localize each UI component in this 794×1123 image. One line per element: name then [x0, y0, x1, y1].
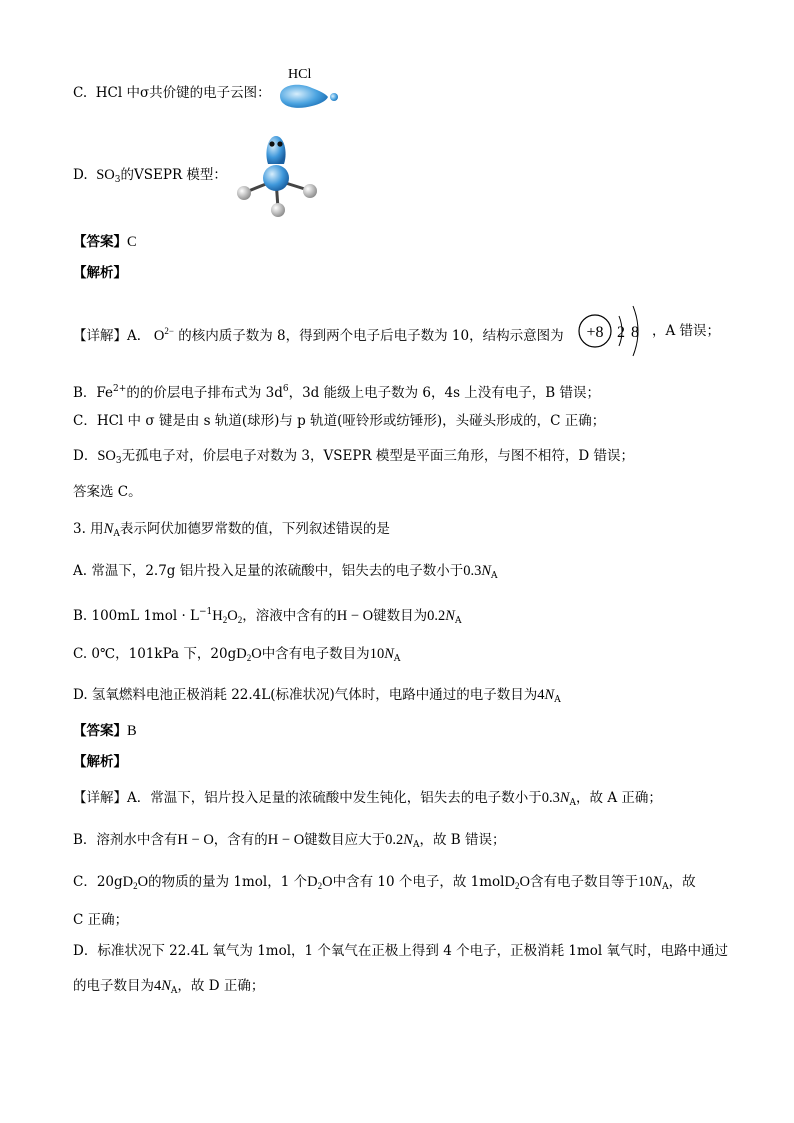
hcl-label: HCl	[288, 67, 312, 82]
detail-1-a-suffix: ，A 错误；	[652, 323, 721, 339]
question-3-option-c: C. 0℃，101kPa 下，$20gD_2O$中含有电子数目为$10N_A$	[73, 646, 401, 664]
question-3-option-a: A. 常温下，2.7g 铝片投入足量的浓硫酸中，铝失去的电子数小于$0.3N_A$	[73, 563, 498, 581]
option-c-prev: C. HCl 中σ共价键的电子云图：	[73, 85, 271, 101]
svg-text:8: 8	[631, 324, 639, 341]
detail-2-a: 【详解】A．常温下，铝片投入足量的浓硫酸中发生钝化，铝失去的电子数小于$0.3N_A$，故 A 正确；	[73, 790, 662, 808]
detail-1-conclusion: 答案选 C。	[73, 484, 142, 500]
detail-2-b: B．溶剂水中含有H − O，含有的H − O键数目应大于$0.2N_A$，故 B 错误；	[73, 832, 506, 850]
analysis-2-label: 【解析】	[73, 754, 127, 770]
detail-1-d: D．$SO_3$无孤电子对，价层电子对数为 3，VSEPR 模型是平面三角形，与图不相符，D 错误；	[73, 448, 634, 466]
detail-2-d-line-1: D．标准状况下 22.4L 氧气为 1mol，1 个氧气在正极上得到 4 个电子，正极消耗 1mol 氧气时，电路中通过	[73, 943, 729, 959]
question-3-option-d: D. 氢氧燃料电池正极消耗 22.4L(标准状况)气体时，电路中通过的电子数目为$4N_A$	[73, 687, 561, 705]
svg-text:+8: +8	[586, 324, 604, 341]
so3-vsepr-model-figure	[234, 134, 324, 218]
detail-1-b: B．$Fe^{2+}$的的价层电子排布式为 $3d^6$，3d 能级上电子数为 6，4s 上没有电子，B 错误；	[73, 384, 601, 401]
detail-2-c-line-1: C．$20gD_2O$的物质的量为 1mol，1 个$D_2O$中含有 10 个电子，故 1molD$_2$O含有电子数目等于$10N_A$，故	[73, 874, 696, 892]
question-3-option-b: B. 100mL $1mol \cdot L^{-1}H_2O_2$，溶液中含有的H − O键数目为$0.2N_A$	[73, 607, 462, 626]
answer-1: 【答案】C	[73, 234, 137, 250]
detail-2-c-line-2: C 正确；	[73, 912, 129, 928]
detail-1-a: 【详解】A． $O^{2-}$ 的核内质子数为 8，得到两个电子后电子数为 10，结构示意图为	[73, 326, 564, 344]
question-3-stem: 3. 用$N_A$表示阿伏加德罗常数的值，下列叙述错误的是	[73, 521, 390, 539]
option-d-prev: D. $SO_3$的VSEPR 模型：	[73, 167, 227, 185]
hcl-electron-cloud-figure	[276, 64, 346, 112]
oxide-ion-structure-diagram	[575, 296, 655, 366]
answer-2: 【答案】B	[73, 723, 137, 739]
svg-text:2: 2	[617, 324, 625, 341]
detail-1-c: C．HCl 中 σ 键是由 s 轨道(球形)与 p 轨道(哑铃形或纺锤形)，头碰头形成的，C 正确；	[73, 413, 606, 429]
detail-2-d-line-2: 的电子数目为$4N_A$，故 D 正确；	[73, 978, 265, 996]
analysis-1-label: 【解析】	[73, 265, 127, 281]
